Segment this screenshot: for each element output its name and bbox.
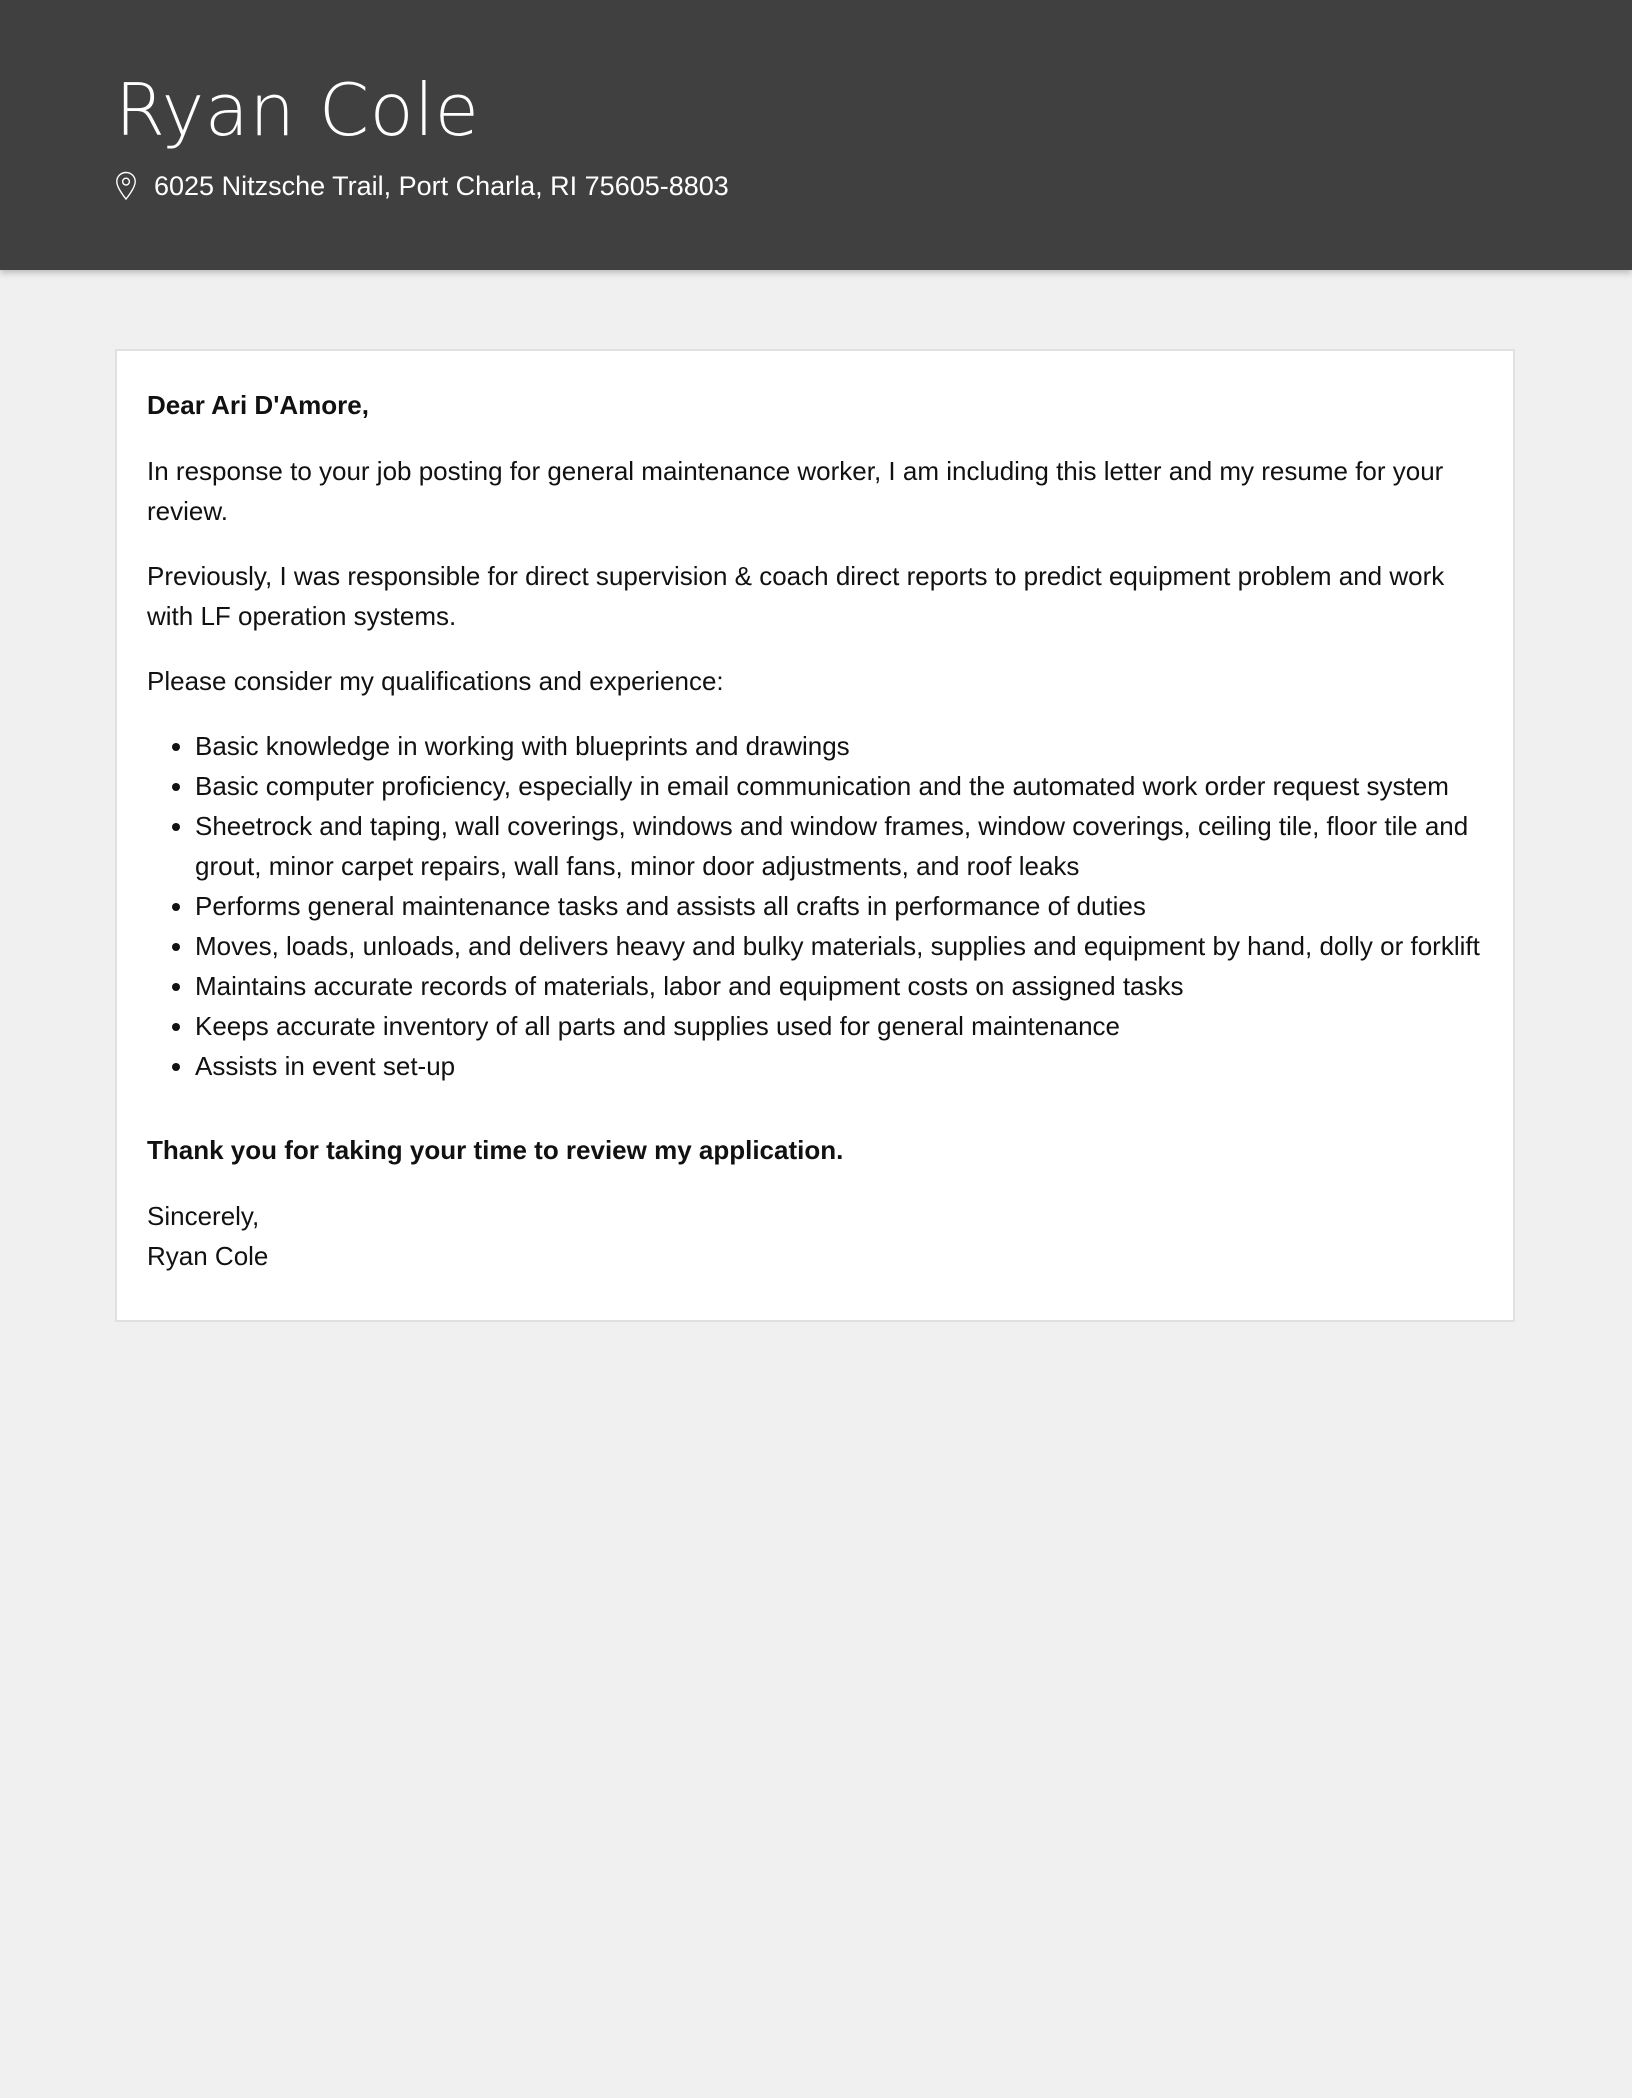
cover-letter-card xyxy=(115,349,1515,1322)
list-item: • Moves, loads, unloads, and delivers heavy and bulky materials, supplies and equipment by hand, dolly or forklift xyxy=(195,926,1483,966)
address-text: 6025 Nitzsche Trail, Port Charla, RI 75605-8803 xyxy=(154,171,729,201)
address-row xyxy=(115,168,1517,204)
header-banner xyxy=(0,0,1632,270)
applicant-name: Ryan Cole xyxy=(115,68,480,152)
list-item: • Basic knowledge in working with blueprints and drawings xyxy=(195,726,1483,766)
map-pin-icon xyxy=(115,171,137,201)
letter-closing: Sincerely, xyxy=(147,1201,260,1231)
list-item: • Performs general maintenance tasks and assists all crafts in performance of duties xyxy=(195,886,1483,926)
letter-paragraph-intro: In response to your job posting for general maintenance worker, I am including this letter and my resume for your review. xyxy=(147,456,1444,526)
list-item: • Basic computer proficiency, especially in email communication and the automated work order request system xyxy=(195,766,1483,806)
letter-paragraph-experience: Previously, I was responsible for direct supervision & coach direct reports to predict equipment problem and work with LF operation systems. xyxy=(147,561,1445,631)
list-item: • Sheetrock and taping, wall coverings, windows and window frames, window coverings, ceiling tile, floor tile and grout, minor carpet repairs, wall fans, minor door adjustments, and roof leaks xyxy=(195,806,1483,886)
list-item: • Assists in event set-up xyxy=(195,1046,1483,1086)
list-item: • Maintains accurate records of materials, labor and equipment costs on assigned tasks xyxy=(195,966,1483,1006)
list-item: • Keeps accurate inventory of all parts and supplies used for general maintenance xyxy=(195,1006,1483,1046)
letter-paragraph-qualifications-intro: Please consider my qualifications and experience: xyxy=(147,666,724,696)
qualifications-list xyxy=(147,726,1483,1086)
letter-thanks: Thank you for taking your time to review my application. xyxy=(147,1135,844,1165)
letter-greeting: Dear Ari D'Amore, xyxy=(147,390,369,420)
letter-signature: Ryan Cole xyxy=(147,1241,269,1271)
header-content xyxy=(115,68,1517,204)
